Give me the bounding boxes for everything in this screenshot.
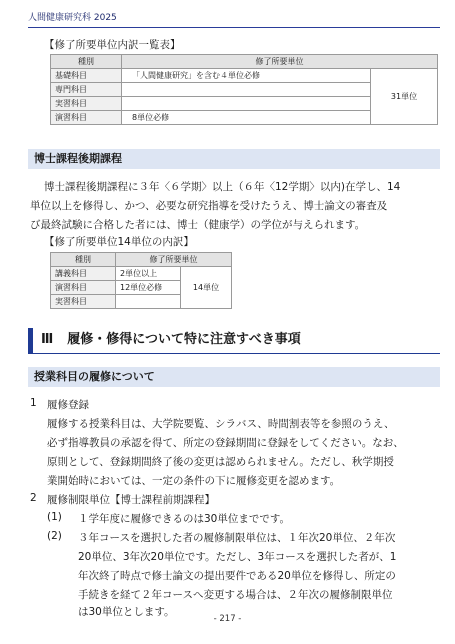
item2-sub2-line: は30単位とします。 xyxy=(78,606,175,618)
table-row xyxy=(51,69,438,83)
item1-line: 原則として、登録期間終了後の変更は認められません。ただし、秋学期授 xyxy=(47,456,394,468)
table1 xyxy=(50,54,438,125)
requirement-cell: 2単位以上 xyxy=(116,267,181,281)
requirement-cell xyxy=(122,97,371,111)
item2-number: 2 xyxy=(30,492,37,504)
doctoral-paragraph-line: 博士課程後期課程に３年〈６学期〉以上（６年〈12学期〉以内)在学し、14 xyxy=(44,181,401,193)
item1-label: 履修登録 xyxy=(47,399,89,411)
page-number: - 217 - xyxy=(213,614,242,624)
type-cell: 講義科目 xyxy=(51,267,116,281)
item2-sub2-line: ３年コースを選択した者の履修制限単位は、１年次20単位、２年次 xyxy=(78,532,396,544)
section-heading xyxy=(28,328,440,354)
type-cell: 演習科目 xyxy=(51,111,122,125)
table-header-row xyxy=(51,253,232,267)
item1-line: 業開始時においては、一定の条件の下に履修変更を認めます。 xyxy=(47,475,341,487)
total-cell: 14単位 xyxy=(181,267,232,309)
requirement-cell xyxy=(116,295,181,309)
table-row xyxy=(51,267,232,281)
running-header: 人間健康研究科 2025 xyxy=(28,10,440,28)
doctoral-paragraph-line: び最終試験に合格した者には、博士（健康学）の学位が与えられます。 xyxy=(30,219,366,231)
table-header-type: 種別 xyxy=(51,55,122,69)
type-cell: 基礎科目 xyxy=(51,69,122,83)
doctoral-paragraph-line: 単位以上を修得し、かつ、必要な研究指導を受けたうえ、博士論文の審査及 xyxy=(30,200,388,212)
doctoral-heading: 博士課程後期課程 xyxy=(28,149,440,169)
table-header-requirement: 修了所要単位 xyxy=(122,55,438,69)
item1-number: 1 xyxy=(30,397,37,409)
item2-sub2-line: 20単位、3年次20単位です。ただし、3年コースを選択した者が、1 xyxy=(78,551,397,563)
type-cell: 演習科目 xyxy=(51,281,116,295)
table-header-type: 種別 xyxy=(51,253,116,267)
requirement-cell: 12単位必修 xyxy=(116,281,181,295)
requirement-cell: 「人間健康研究」を含む４単位必修 xyxy=(122,69,371,83)
type-cell: 実習科目 xyxy=(51,295,116,309)
table2-title: 【修了所要単位14単位の内訳】 xyxy=(44,236,194,248)
item2-sub2-number: (2) xyxy=(47,530,62,542)
total-cell: 31単位 xyxy=(371,69,438,125)
subsection-heading: 授業科目の履修について xyxy=(28,367,440,387)
item2-sub1-text: １学年度に履修できるのは30単位までです。 xyxy=(78,513,291,525)
item2-sub2-line: 手続きを経て２年コースへ変更する場合は、２年次の履修制限単位 xyxy=(78,589,393,601)
item1-line: 必ず指導教員の承認を得て、所定の登録期間に登録をしてください。なお、 xyxy=(47,437,404,449)
requirement-cell xyxy=(122,83,371,97)
type-cell: 専門科目 xyxy=(51,83,122,97)
table1-title: 【修了所要単位内訳一覧表】 xyxy=(44,39,181,51)
item2-sub2-line: 年次終了時点で修士論文の提出要件である20単位を修得し、所定の xyxy=(78,570,396,582)
section-title: 履修・修得について特に注意すべき事項 xyxy=(67,332,301,347)
table-header-requirement: 修了所要単位 xyxy=(116,253,232,267)
item2-sub1-number: (1) xyxy=(47,511,62,523)
section-number: Ⅲ xyxy=(41,332,54,347)
item1-line: 履修する授業科目は、大学院要覧、シラバス、時間割表等を参照のうえ、 xyxy=(47,418,395,430)
requirement-cell: 8単位必修 xyxy=(122,111,371,125)
table2 xyxy=(50,252,232,309)
table-header-row xyxy=(51,55,438,69)
type-cell: 実習科目 xyxy=(51,97,122,111)
item2-label: 履修制限単位【博士課程前期課程】 xyxy=(47,494,215,506)
